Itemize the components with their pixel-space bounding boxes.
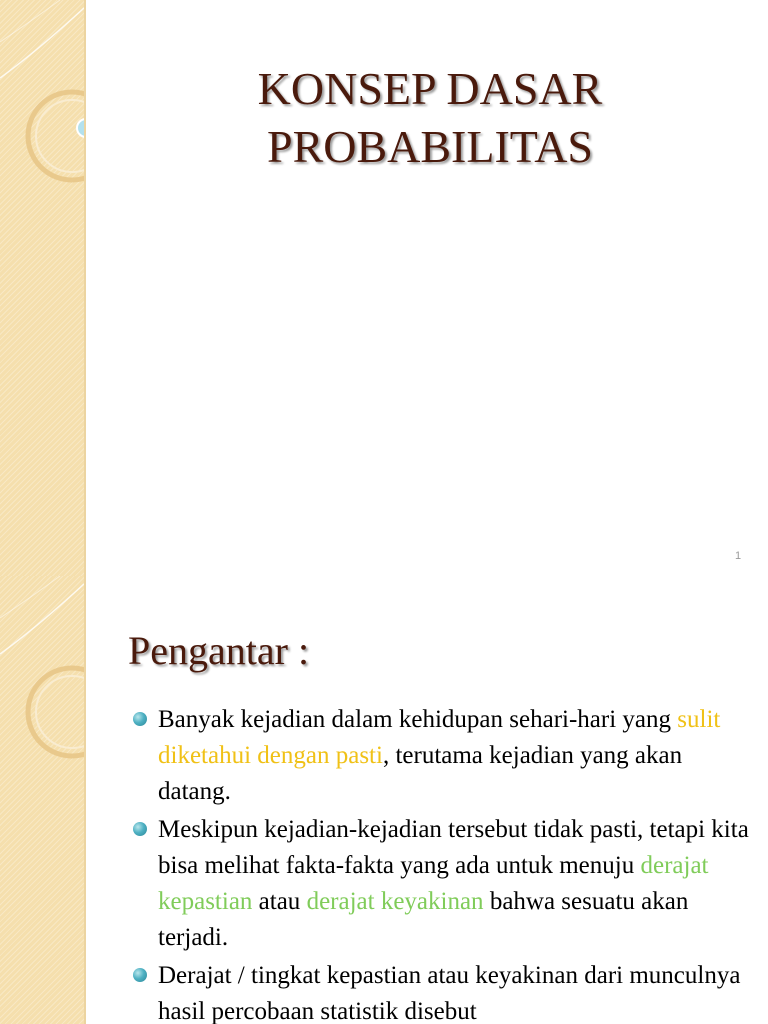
slide-2 [0,576,768,1024]
bullet-dot-icon [133,712,147,726]
bullet-text: bahwa sesuatu akan terjadi. [158,888,689,951]
bullet-item [132,958,752,1024]
decorative-side-strip [0,576,86,1024]
section-heading: Pengantar : [128,628,310,673]
bullet-text: , terutama kejadian yang akan datang. [158,742,683,805]
bullet-dot-icon [133,822,147,836]
bullet-text: Meskipun kejadian-kejadian tersebut tidak pasti, tetapi kita bisa melihat fakta-fakta yang ada untuk menuju [158,816,749,879]
bullet-text: Banyak kejadian dalam kehidupan sehari-hari yang [158,706,678,733]
bullet-item [132,812,752,956]
decorative-side-strip [0,0,86,576]
slide-title [150,60,710,176]
page-number: 1 [735,550,742,562]
bubble-decoration [0,576,84,1024]
bullet-item [132,702,752,810]
bullet-dot-icon [133,968,147,982]
bullet-text: atau [252,888,307,915]
bubble-decoration [0,0,84,576]
bullet-list [132,702,752,1024]
highlight-text: derajat keyakinan [306,888,484,915]
title-line-2: PROBABILITAS [266,121,594,172]
title-line-1: KONSEP DASAR [257,63,603,114]
highlight-text: derajat kepastian [158,852,709,915]
highlight-text: sulit diketahui dengan pasti [158,706,721,769]
bullet-text: Derajat / tingkat kepastian atau keyakinan dari munculnya hasil percobaan statistik disebut [158,962,741,1024]
